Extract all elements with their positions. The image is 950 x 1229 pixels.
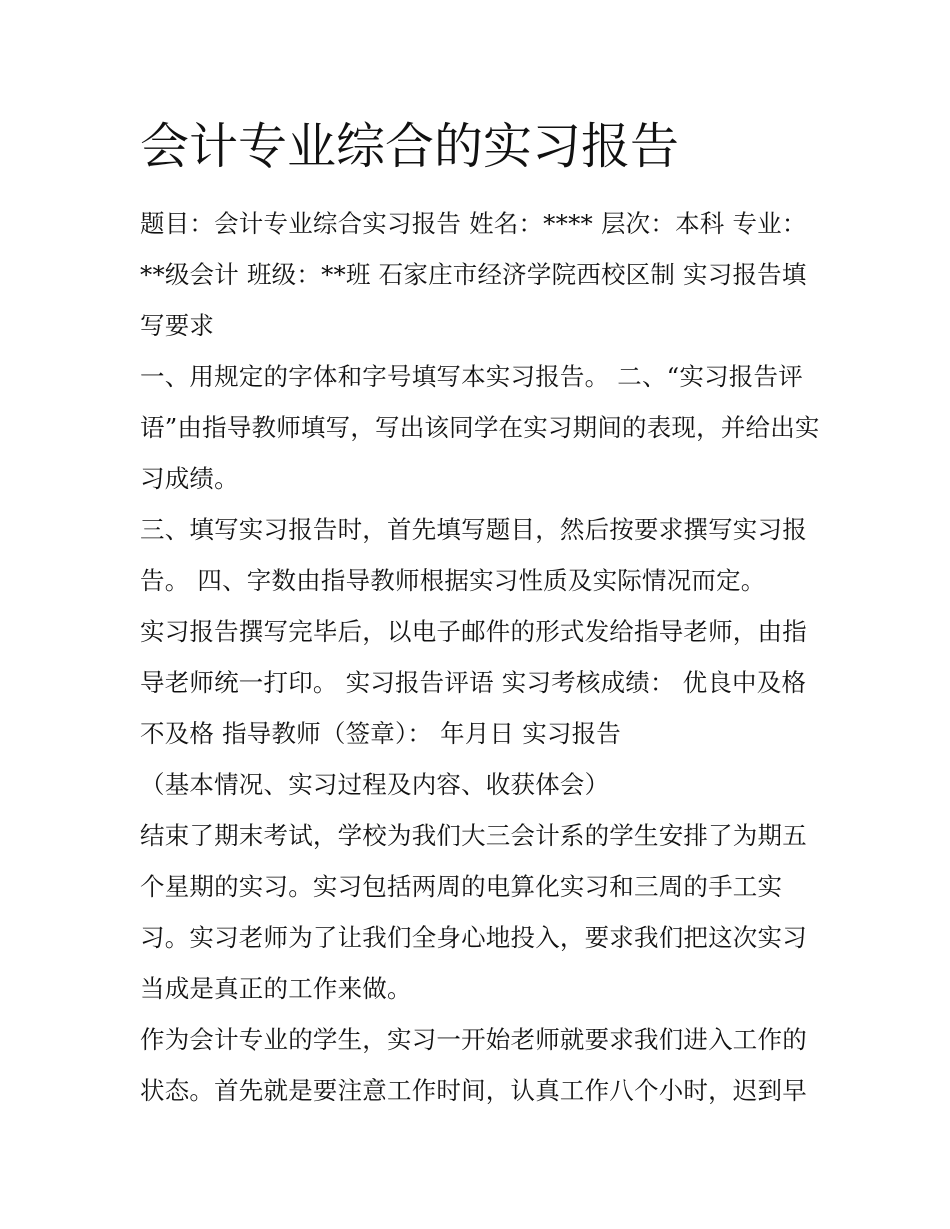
paragraph-header-info: 题目：会计专业综合实习报告 姓名：**** 层次：本科 专业：**级会计 班级：**班 石家庄市经济学院西校区制 实习报告填写要求	[140, 209, 807, 340]
document-body	[140, 112, 820, 1116]
paragraph-section-heading: （基本情况、实习过程及内容、收获体会）	[140, 770, 610, 799]
document-title: 会计专业综合的实习报告	[140, 118, 680, 175]
paragraph-submission-evaluation: 实习报告撰写完毕后，以电子邮件的形式发给指导老师，由指导老师统一打印。 实习报告评语 实习考核成绩： 优良中及格不及格 指导教师（签章）： 年月日 实习报告	[140, 617, 807, 748]
paragraph-requirements-3-4: 三、填写实习报告时，首先填写题目，然后按要求撰写实习报告。 四、字数由指导教师根据实习性质及实际情况而定。	[140, 515, 807, 595]
paragraph-requirements-1-2: 一、用规定的字体和字号填写本实习报告。 二、“实习报告评语”由指导教师填写，写出该同学在实习期间的表现，并给出实习成绩。	[140, 362, 820, 493]
paragraph-internship-intro: 结束了期末考试，学校为我们大三会计系的学生安排了为期五个星期的实习。实习包括两周的电算化实习和三周的手工实习。实习老师为了让我们全身心地投入，要求我们把这次实习当成是真正的工作来做。	[140, 821, 807, 1003]
paragraph-work-status: 作为会计专业的学生，实习一开始老师就要求我们进入工作的状态。首先就是要注意工作时间，认真工作八个小时，迟到早	[140, 1025, 807, 1105]
